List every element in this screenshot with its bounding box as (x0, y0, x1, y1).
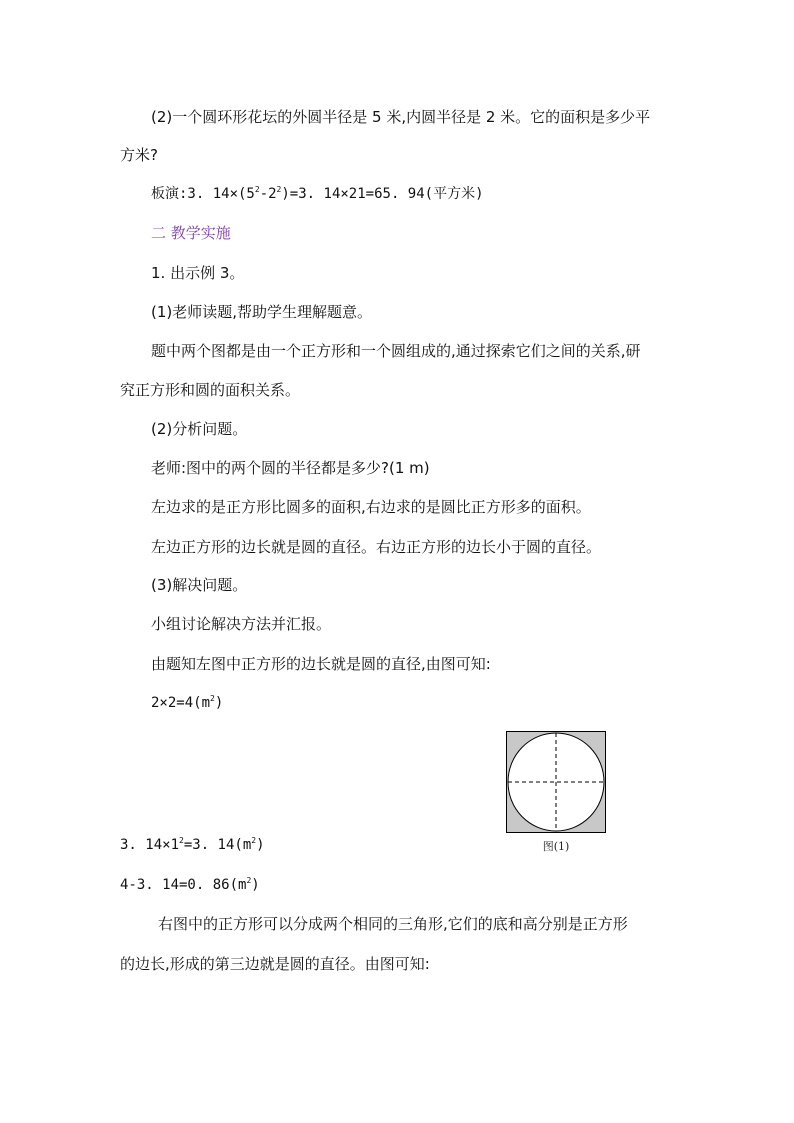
paragraph-2-line-1: 右图中的正方形可以分成两个相同的三角形,它们的底和高分别是正方形 (158, 915, 628, 933)
q2-line-2: 方米? (120, 146, 158, 164)
eq2-exp-2: 2 (251, 836, 257, 845)
eq2-close: ) (256, 837, 265, 853)
paragraph-1-line-2: 究正方形和圆的面积关系。 (120, 381, 301, 399)
eq2-prefix: 3. 14×1 (120, 837, 180, 853)
equation-1 (151, 693, 711, 713)
eq1-exp: 2 (210, 694, 215, 703)
side-length-explain: 左边正方形的边长就是圆的直径。右边正方形的边长小于圆的直径。 (151, 538, 602, 556)
board-suffix: )=3. 14×21=65. 94(平方米) (281, 186, 484, 202)
square-circle-diagram (506, 731, 606, 833)
section-heading: 二 教学实施 (151, 224, 231, 242)
group-discussion: 小组讨论解决方法并汇报。 (151, 615, 332, 633)
sub-step-1: (1)老师读题,帮助学生理解题意。 (151, 303, 373, 321)
teacher-question: 老师:图中的两个圆的半径都是多少?(1 m) (151, 459, 430, 477)
figure (506, 731, 606, 833)
eq3-close: ) (251, 877, 260, 893)
eq1-text: 2×2=4(m (151, 695, 211, 711)
board-prefix: 板演:3. 14×(5 (151, 186, 255, 202)
eq3-exp: 2 (246, 876, 252, 885)
left-right-explain: 左边求的是正方形比圆多的面积,右边求的是圆比正方形多的面积。 (151, 498, 591, 516)
equation-2 (120, 835, 680, 855)
figure-caption: 图(1) (542, 840, 570, 853)
paragraph-2-line-2: 的边长,形成的第三边就是圆的直径。由图可知: (120, 955, 430, 973)
eq1-close: ) (214, 695, 224, 711)
eq2-mid: =3. 14(m (183, 837, 252, 853)
eq2-exp-1: 2 (179, 836, 184, 845)
board-exp-2: 2 (276, 185, 282, 194)
eq3-text: 4-3. 14=0. 86(m (120, 877, 247, 893)
board-exp-1: 2 (254, 185, 260, 194)
board-mid: -2 (259, 186, 277, 202)
equation-3 (120, 875, 680, 895)
paragraph-1-line-1: 题中两个图都是由一个正方形和一个圆组成的,通过探索它们之间的关系,研 (151, 342, 641, 360)
board-equation (151, 184, 711, 204)
q2-line-1: (2)一个圆环形花坛的外圆半径是 5 米,内圆半径是 2 米。它的面积是多少平 (151, 108, 651, 126)
deduction: 由题知左图中正方形的边长就是圆的直径,由图可知: (151, 655, 491, 673)
sub-step-2: (2)分析问题。 (151, 420, 248, 438)
sub-step-3: (3)解决问题。 (151, 576, 248, 594)
item-1: 1. 出示例 3。 (151, 264, 245, 282)
